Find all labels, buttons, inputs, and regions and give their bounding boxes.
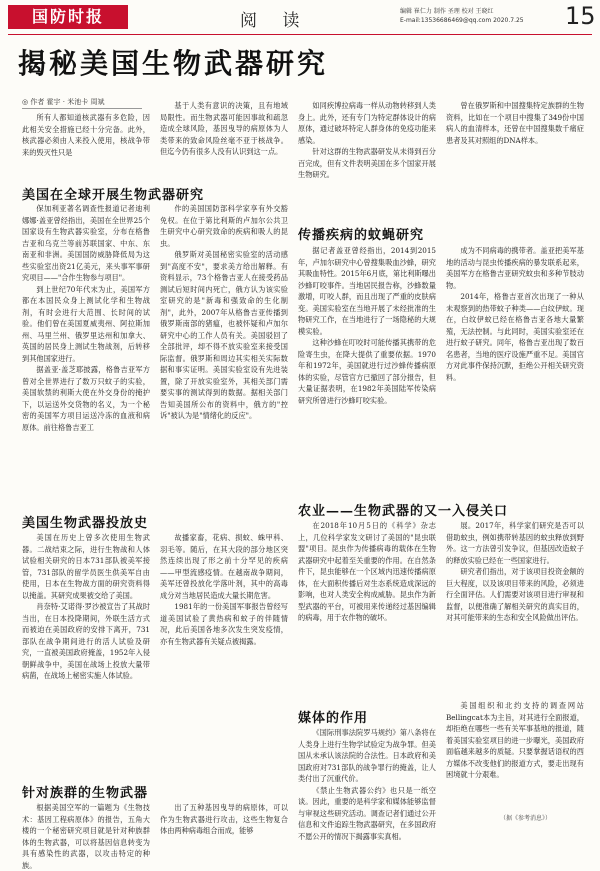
paragraph: 如同疾博拉病毒一样从动物转移到人类身上。此外，还有专门为特定群体设计的病原体，通过破坏特定人群身体的免疫功能来感染。 (298, 101, 436, 145)
subhead-media-role: 媒体的作用 (298, 711, 369, 726)
paragraph: 肖奈特·艾诺得·罗沙被宣告了其战时当出，在日本投降期间，外联生活方式而被迫在美国政府的安排下离开，731部队在战争期间进行的活人试验及研究，一直被美国政府掩盖，1952年入侵朝鲜战争中，美国在战场上投放大量带病菌，在战场上秘密实施人体试验。 (22, 602, 150, 680)
intro-column-4 (446, 100, 584, 220)
paragraph: 这种沙蜂在叮咬时可能传播其携带的危险寄生虫，在降大提供了重要依据。1970年和1972年，美国就进行过沙蜂传播病原体的实验，尽管官方已撤回了部分报告，但大量证据表明，在1982年美国陆军传染病研究所曾进行沙蜂叮咬实验。 (298, 338, 436, 405)
paragraph: 作的美国国防部科学家享有外交豁免权。在位于第比利斯的卢加尔公共卫生研究中心研究致命的疾病和吸人的昆虫。 (160, 204, 288, 248)
paragraph: 针对这群的生物武器研发从未得到百分百完成，但有文件表明美国在多个国家开展生物研究。 (298, 147, 436, 179)
contact-and-date: E-mail:13536686469@qq.com 2020.7.25 (400, 17, 524, 24)
paragraph: 基于人类有意识的决策，且有地域局限性。而生物武器可能因事故和疏忽造成全球风险，基因曳导的病原体为人类带来的致命风险丝毫不亚于核战争。但迄今仍有很多人没有认识到这一点。 (160, 101, 288, 156)
subhead-ethnic-weapons: 针对族群的生物武器 (22, 786, 149, 801)
section6-column-1 (298, 727, 436, 841)
section5-column-2 (446, 520, 584, 700)
source-note: （据《参考消息》） (500, 815, 552, 822)
paragraph: 据盖亚·盖芝耶披露，格鲁吉亚军方曾对全世界进行了数万只蚊子的实验，美国软禁的利斯大使在外交身份的掩护下，以运送外交货物的名义，为一个秘密的美国军方项目运送冷冻的血液和病原体。前往格鲁吉亚工 (22, 365, 150, 432)
paragraph: 俄罗斯对美国秘密实验室的活动感到"高度不安"，要求美方给出解释。有资料显示，73个格鲁吉亚人在接受药品测试后短时间内死亡，俄方认为该实验室研究的是"新毒和强致命的生化制剂"，此外，2007年从格鲁吉亚传播到俄罗斯南部的猪瘟，也被怀疑和卢加尔研究中心的工作人员有关。美国驳回了全部批评，却不得不放实验室来接受国际监督。俄罗斯和周边其实相关实际数据和事实证明。美国实验室设有先进装置，除了开放实验室外，其相关部门需要实事的测试得到的数据。据相关部门告知美国所公布的资料中，俄方的"控诉"被认为是"情绪化的反应"。 (160, 250, 288, 420)
intro-column-1 (22, 112, 150, 167)
paragraph: 据记者盖亚曾经指出，2014到2015年，卢加尔研究中心曾搜集吸血沙蜂，研究其吸血特性。2015年6月底，第比利斯曝出沙蜂叮咬事件。当地居民报告称，沙蜂数量激增，叮咬人群，而且出现了严重的皮肤病变。美国实验室在当地开展了未经批准的生物研究工作，在当地进行了一场隐秘的大规模实验。 (298, 246, 436, 336)
subhead-deployment-history: 美国生物武器投放史 (22, 516, 149, 531)
paragraph: 曾在俄罗斯和中国搜集特定族群的生物资料，比如在一个项目中搜集了349份中国病人的血清样本，还曾在中国搜集数千痛症患者及其对照组的DNA样本。 (446, 101, 584, 145)
section5-column-1 (298, 520, 436, 700)
paragraph: 2014年，格鲁吉亚首次出现了一种从未观察到的热带蚊子种类——白纹伊蚊。现在，白纹伊蚊已经在格鲁吉亚各地大量繁殖，无法控制。与此同时，美国实验室还在进行蚊子研究。同年，格鲁吉亚出现了数百名患者，当地的医疗设施严重不足。美国官方对此事件保持沉默，拒绝公开相关研究资料。 (446, 292, 584, 382)
paragraph: 《国际刑事法院罗马规约》第八条将在人类身上进行生物学试验定为战争罪。但美国从未承认该法院的合法性。日本政府和美国政府对731部队的战争罪行的掩盖，让人类付出了沉重代价。 (298, 728, 436, 783)
section4-column-1 (298, 245, 436, 493)
paragraph: 展。2017年，科学家们研究是否可以借助蚊虫，例如携带转基因的蚊虫释放到野外。这一方法曾引发争议，但基因改造蚊子的释放实验已经在一些国家进行。 (446, 521, 584, 565)
subhead-agriculture: 农业——生物武器的又一入侵关口 (298, 504, 509, 519)
section1-column-1 (22, 203, 150, 498)
subhead-insect-vectors: 传播疾病的蚊蝇研究 (298, 228, 425, 243)
newspaper-brand-logo: 国防时报 (8, 5, 128, 29)
paragraph: 《禁止生物武器公约》也只是一纸空谈。因此，重要的是科学家和媒体能够监督与审视这些研究活动。调查记者们通过公开信息和文件追踪生物武器研究，在多国政府不愿公开的情况下揭露事实真相。 (298, 785, 436, 841)
subhead-global-research: 美国在全球开展生物武器研究 (22, 188, 205, 203)
paragraph: 1981年的一份美国军事报告曾经写道美国试验了黄热病和蚊子的伴随情况，此后美国各地多次发生突发疫情，亦有生物武器有关疑点被揭露。 (160, 602, 288, 646)
masthead (0, 0, 600, 36)
section1-column-2 (160, 203, 288, 498)
paragraph: 故播家畜，花病、损蚊、蛛甲科、羽毛等。随后，在其大段的部分地区突然连续出现了形之前十分罕见的疾病——甲型流感疫情。在越南战争期间，美军还曾投放化学落叶剂，其中的高毒成分对当地居民造成大量长期危害。 (160, 533, 288, 600)
section4-column-2 (446, 245, 584, 493)
byline-divider (22, 108, 142, 109)
section-name: 阅 读 (240, 11, 310, 31)
section3-column-2 (160, 802, 288, 835)
paragraph: 出了五种基因曳导的病原体，可以作为生物武器进行攻击，这些生物复合体由两种病毒组合而成，能够 (160, 803, 288, 835)
section2-column-1 (22, 532, 150, 777)
masthead-rule (8, 34, 592, 35)
paragraph: 保加利亚著名调查性报道记者迪利娜娜·盖亚曾经指出，美国在全世界25个国家设有生物武器实验室，分布在格鲁吉亚和乌克兰等前苏联国家、中东、东南亚和非洲。美国国防威胁降低局为这些实验室出资21亿美元，来头事军事研究项目——"合作生物参与项目"。 (22, 204, 150, 282)
article-headline: 揭秘美国生物武器研究 (18, 47, 329, 80)
paragraph: 在2018年10月5日的《科学》杂志上，几位科学家发文研讨了美国的"昆虫联盟"项目。昆虫作为传播病毒的载体在生物武器研究中起着至关重要的作用。在自然条件下，昆虫能够在一个区域内迅速传播病原体，在大面积传播后对生态系统造成深远的影响，也对人类安全构成威胁。昆虫作为新型武器的平台，可被用来传递经过基因编辑的病毒，用于农作物的破坏。 (298, 521, 436, 622)
intro-column-3 (298, 100, 436, 220)
section2-column-2 (160, 532, 288, 777)
paragraph: 美国在历史上曾多次使用生物武器。二战结束之际，进行生物战和人体试验相关研究的日本731部队被美军接管，731部队的留学员医生供美军自由使用，日本在生物战方面的研究资料得以掩盖。其研究成果被交给了美国。 (22, 533, 150, 600)
paragraph: 所有人都知道核武器有多危险，因此相关安全措施已经十分完备。此外，核武器必须由人来投入使用，核战争带来的毁灭性只是 (22, 113, 150, 157)
article-byline: ◎ 作者 霍宇 · 米池卡 周斌 (22, 98, 105, 106)
section3-column-1 (22, 802, 150, 870)
section6-column-2 (446, 700, 584, 813)
paragraph: 根据美国空军的一篇题为《生物技术：基因工程病原体》的报告，五角大楼的一个秘密研究项目就是针对种族群体的生物武器，可以将基因信息转变为具有感染性的武器，以攻击特定的种族。 (22, 803, 150, 870)
editor-credits: 编辑 崔仁力 制作 圣理 校对 王晓红 (400, 8, 494, 15)
paragraph: 成为不同病毒的携带者。盖亚把美军基地的活动与昆虫传播疾病的暴发联系起来，美国军方在格鲁吉亚研究蚊虫和多种节肢动物。 (446, 246, 584, 290)
page-number: 15 (565, 2, 596, 30)
paragraph: 美国组织和北约支持的调查网站Bellingcat本为主旨，对其进行全面报道，却拒绝在哪些一些有关军事基地的报道，随着美国实验室项目的进一步曝光，美国政府面临越来越多的质疑。只要掌握话语权的西方媒体不改变他们的报道方式，要走出现有困境就十分艰难。 (446, 701, 584, 779)
paragraph: 到上世纪70年代末为止，美国军方都在本国民众身上测试化学和生物战剂，有时会进行大范围、长时间的试验。他们曾在美国夏威夷州、阿拉斯加州、马里兰州、俄罗里达州和加拿大、英国的居民身上测试生物战剂，后转移到其他国家进行。 (22, 284, 150, 363)
paragraph: 研究者们指出，对于该项目投资金额的巨大程度，以及该项目带来的风险，必须进行全面评估。人们需要对该项目进行审视和监督，以便准确了解相关研究的真实目的，对其可能带来的生态和安全风险做出评估。 (446, 567, 584, 622)
